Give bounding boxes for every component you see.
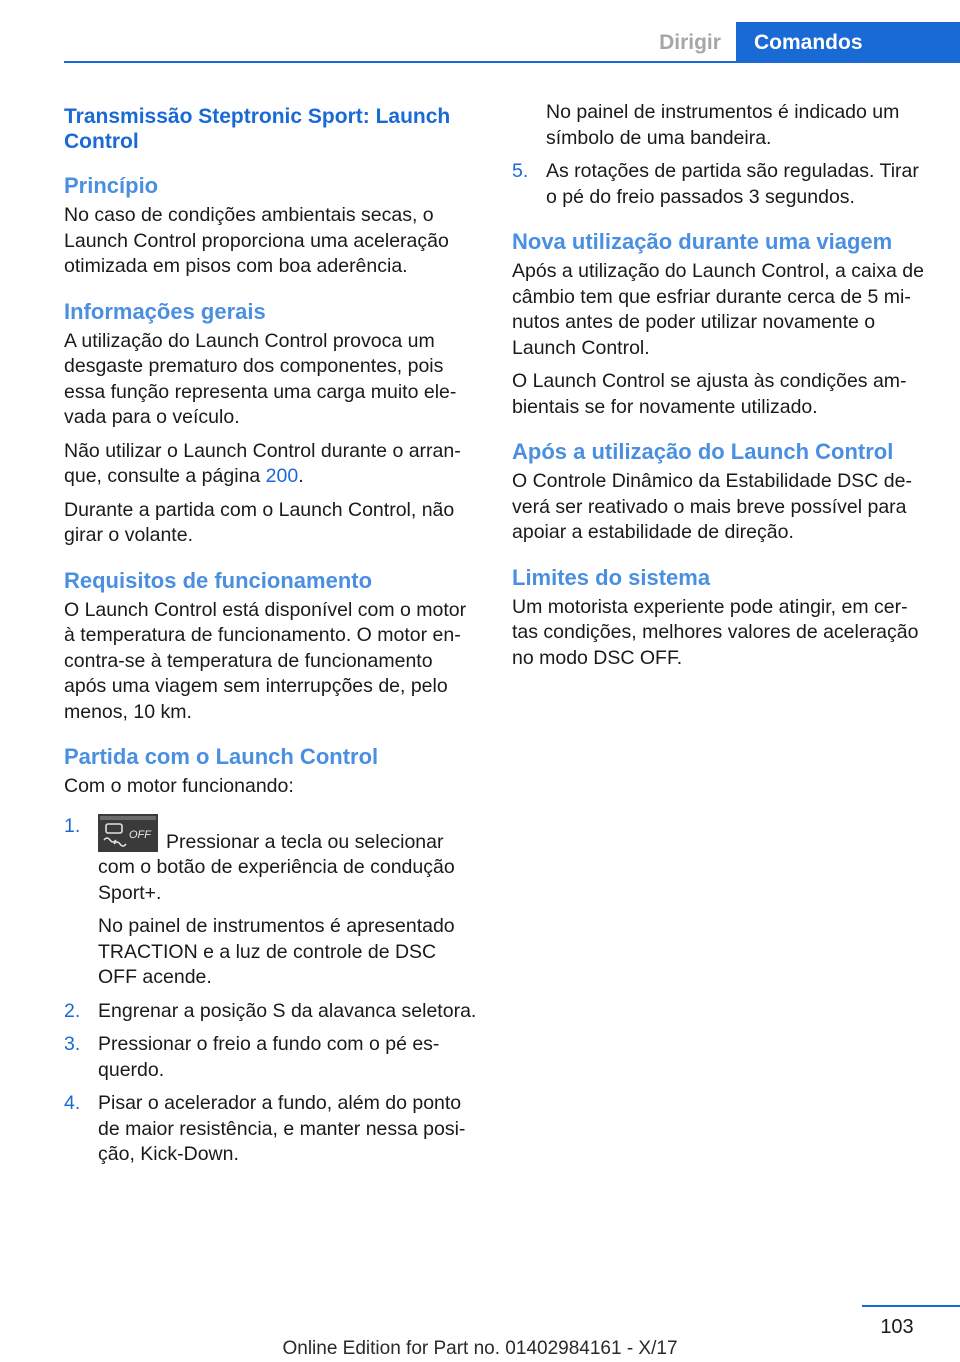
step-number: 3. [64, 1033, 81, 1055]
list-item [64, 1091, 478, 1168]
info-paragraph-3: Durante a partida com o Launch Control, não girar o volante. [64, 498, 455, 546]
step-number: 1. [64, 814, 81, 837]
nova-paragraph-2: O Launch Control se ajusta às condições am-bientais se for novamente utilizado. [512, 370, 907, 418]
step-text: Pressionar o freio a fundo com o pé es-querdo. [98, 1033, 440, 1081]
list-item [64, 999, 478, 1025]
step-4-note: No painel de instrumentos é indicado um símbolo de uma bandeira. [546, 101, 900, 149]
info-p2-text: Não utilizar o Launch Control durante o arran-que, consulte a página [64, 439, 461, 487]
step-1-text: Pressionar a tecla ou selecionar com o botão de experiência de condução Sport+. [98, 830, 455, 904]
heading-requisitos: Requisitos de funcionamento [64, 567, 373, 593]
step-text: Pisar o acelerador a fundo, além do ponto de maior resistência, e manter nessa posi-ção, Kick-Down. [98, 1092, 466, 1165]
left-column [64, 100, 478, 1176]
section-title: Transmissão Steptronic Sport: Launch Control [64, 105, 451, 153]
page-number: 103 [880, 1316, 914, 1338]
steps-list [64, 814, 478, 1168]
step-1-note: No painel de instrumentos é apresentado TRACTION e a luz de controle de DSC OFF acende. [98, 915, 455, 988]
step-text: Engrenar a posição S da alavanca seletora. [98, 999, 477, 1022]
dsc-off-button-icon [98, 814, 158, 852]
heading-principio: Princípio [64, 173, 159, 198]
list-item [512, 159, 932, 210]
list-item [512, 100, 932, 151]
step-number: 2. [64, 999, 81, 1022]
step-number: 4. [64, 1092, 81, 1114]
heading-partida: Partida com o Launch Control [64, 744, 379, 769]
step-text: As rotações de partida são reguladas. Tirar o pé do freio passados 3 segundos. [546, 160, 919, 208]
footer-rule [862, 1305, 960, 1307]
list-item [64, 1032, 478, 1083]
right-column [512, 100, 932, 679]
heading-informacoes: Informações gerais [64, 298, 266, 324]
info-paragraph-2 [64, 439, 478, 490]
nova-paragraph-1: Após a utilização do Launch Control, a caixa de câmbio tem que esfriar durante cerca de 5 mi-nutos antes de poder utilizar novamente o Launch Control. [512, 260, 924, 359]
tab-comandos[interactable]: Comandos [736, 22, 960, 63]
page-link-200[interactable]: 200 [265, 465, 299, 487]
heading-apos-utilizacao: Após a utilização do Launch Control [512, 439, 894, 464]
tab-dirigir[interactable]: Dirigir [659, 30, 721, 54]
apos-text: O Controle Dinâmico da Estabilidade DSC de-verá ser reativado o mais breve possível para apoiar a estabilidade de direção. [512, 470, 912, 543]
partida-intro: Com o motor funcionando: [64, 775, 294, 797]
limites-text: Um motorista experiente pode atingir, em cer-tas condições, melhores valores de aceleração no modo DSC OFF. [512, 595, 919, 669]
step-text [98, 814, 478, 907]
steps-list-continued [512, 100, 932, 210]
principio-text: No caso de condições ambientais secas, o Launch Control proporciona uma aceleração otimizada em pisos com boa aderência. [64, 204, 449, 277]
info-paragraph-1: A utilização do Launch Control provoca um desgaste prematuro dos componentes, pois essa função representa uma carga muito ele-vada para o veículo. [64, 329, 457, 428]
requisitos-text: O Launch Control está disponível com o motor à temperatura de funcionamento. O motor en-contra-se à temperatura de funcionamento após uma viagem sem interrupções de, pelo menos, 10 km. [64, 598, 467, 723]
dsc-off-icon-label: OFF [129, 828, 151, 841]
list-item [64, 814, 478, 991]
step-number: 5. [512, 160, 529, 182]
edition-footer: Online Edition for Part no. 01402984161 - X/17 [282, 1338, 678, 1359]
heading-nova-utilizacao: Nova utilização durante uma viagem [512, 229, 893, 254]
info-p2-end: . [298, 465, 304, 487]
heading-limites: Limites do sistema [512, 564, 711, 590]
